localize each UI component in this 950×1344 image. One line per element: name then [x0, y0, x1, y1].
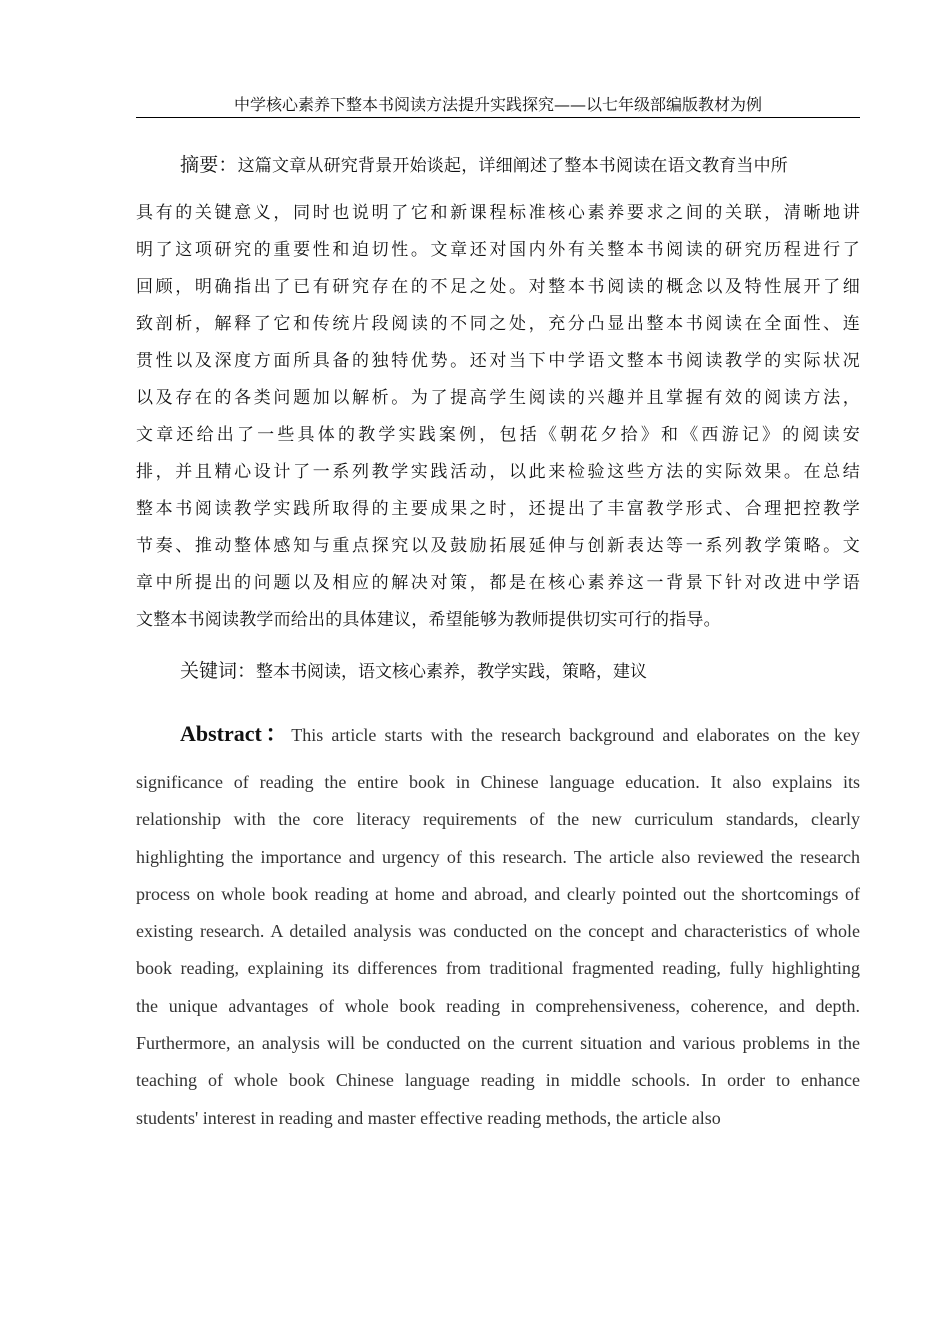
- keywords-cn: [136, 656, 860, 687]
- abstract-en-line: process on whole book reading at home and abroad, and clearly pointed out the shortcomings of: [136, 883, 860, 904]
- abstract-cn-line: 贯性以及深度方面所具备的独特优势。还对当下中学语文整本书阅读教学的实际状况: [136, 351, 860, 371]
- abstract-en-body: [136, 764, 860, 1137]
- abstract-cn-line: 具有的关键意义，同时也说明了它和新课程标准核心素养要求之间的关联，清晰地讲: [136, 203, 860, 223]
- abstract-en-label: Abstract：: [180, 721, 292, 746]
- abstract-en-first-line: [136, 718, 860, 751]
- abstract-en-line: students' interest in reading and master effective reading methods, the article also: [136, 1107, 721, 1128]
- abstract-en-line: relationship with the core literacy requirements of the new curriculum standards, clearly: [136, 809, 860, 830]
- abstract-en-first-text: This article starts with the research background and elaborates on the key: [291, 725, 860, 745]
- abstract-cn-line: 文章还给出了一些具体的教学实践案例，包括《朝花夕拾》和《西游记》的阅读安: [136, 425, 860, 445]
- abstract-en-line: book reading, explaining its differences from traditional fragmented reading, fully highlighting: [136, 958, 860, 979]
- abstract-cn-line: 文整本书阅读教学而给出的具体建议，希望能够为教师提供切实可行的指导。: [136, 610, 721, 630]
- abstract-cn-first-line: [136, 150, 860, 180]
- abstract-cn-line: 节奏、推动整体感知与重点探究以及鼓励拓展延伸与创新表达等一系列教学策略。文: [136, 536, 860, 556]
- abstract-cn-line: 致剖析，解释了它和传统片段阅读的不同之处，充分凸显出整本书阅读在全面性、连: [136, 314, 860, 334]
- abstract-en-line: existing research. A detailed analysis was conducted on the concept and characteristics of whole: [136, 921, 860, 942]
- keywords-cn-text: 整本书阅读，语文核心素养，教学实践，策略，建议: [256, 662, 648, 682]
- abstract-cn-label: 摘要：: [180, 154, 238, 176]
- abstract-en-line: teaching of whole book Chinese language reading in middle schools. In order to enhance: [136, 1070, 860, 1091]
- abstract-cn-line: 章中所提出的问题以及相应的解决对策，都是在核心素养这一背景下针对改进中学语: [136, 573, 860, 593]
- abstract-cn-line: 以及存在的各类问题加以解析。为了提高学生阅读的兴趣并且掌握有效的阅读方法，: [136, 388, 860, 408]
- abstract-cn-line: 整本书阅读教学实践所取得的主要成果之时，还提出了丰富教学形式、合理把控教学: [136, 499, 860, 519]
- abstract-en-line: significance of reading the entire book in Chinese language education. It also explains its: [136, 772, 860, 792]
- abstract-cn-line: 回顾，明确指出了已有研究存在的不足之处。对整本书阅读的概念以及特性展开了细: [136, 277, 860, 297]
- abstract-cn-body: [136, 195, 860, 639]
- abstract-en-line: the unique advantages of whole book reading in comprehensiveness, coherence, and depth.: [136, 995, 860, 1016]
- abstract-cn-line: 排，并且精心设计了一系列教学实践活动，以此来检验这些方法的实际效果。在总结: [136, 462, 860, 482]
- keywords-cn-label: 关键词：: [180, 660, 257, 682]
- abstract-cn-line: 明了这项研究的重要性和迫切性。文章还对国内外有关整本书阅读的研究历程进行了: [136, 240, 860, 260]
- running-header: [136, 94, 860, 118]
- abstract-en-line: Furthermore, an analysis will be conducted on the current situation and various problems in the: [136, 1033, 860, 1054]
- abstract-en-line: highlighting the importance and urgency of this research. The article also reviewed the research: [136, 846, 860, 867]
- header-title: 中学核心素养下整本书阅读方法提升实践探究——以七年级部编版教材为例: [233, 95, 762, 114]
- abstract-cn-first-text: 这篇文章从研究背景开始谈起，详细阐述了整本书阅读在语文教育当中所: [237, 156, 789, 176]
